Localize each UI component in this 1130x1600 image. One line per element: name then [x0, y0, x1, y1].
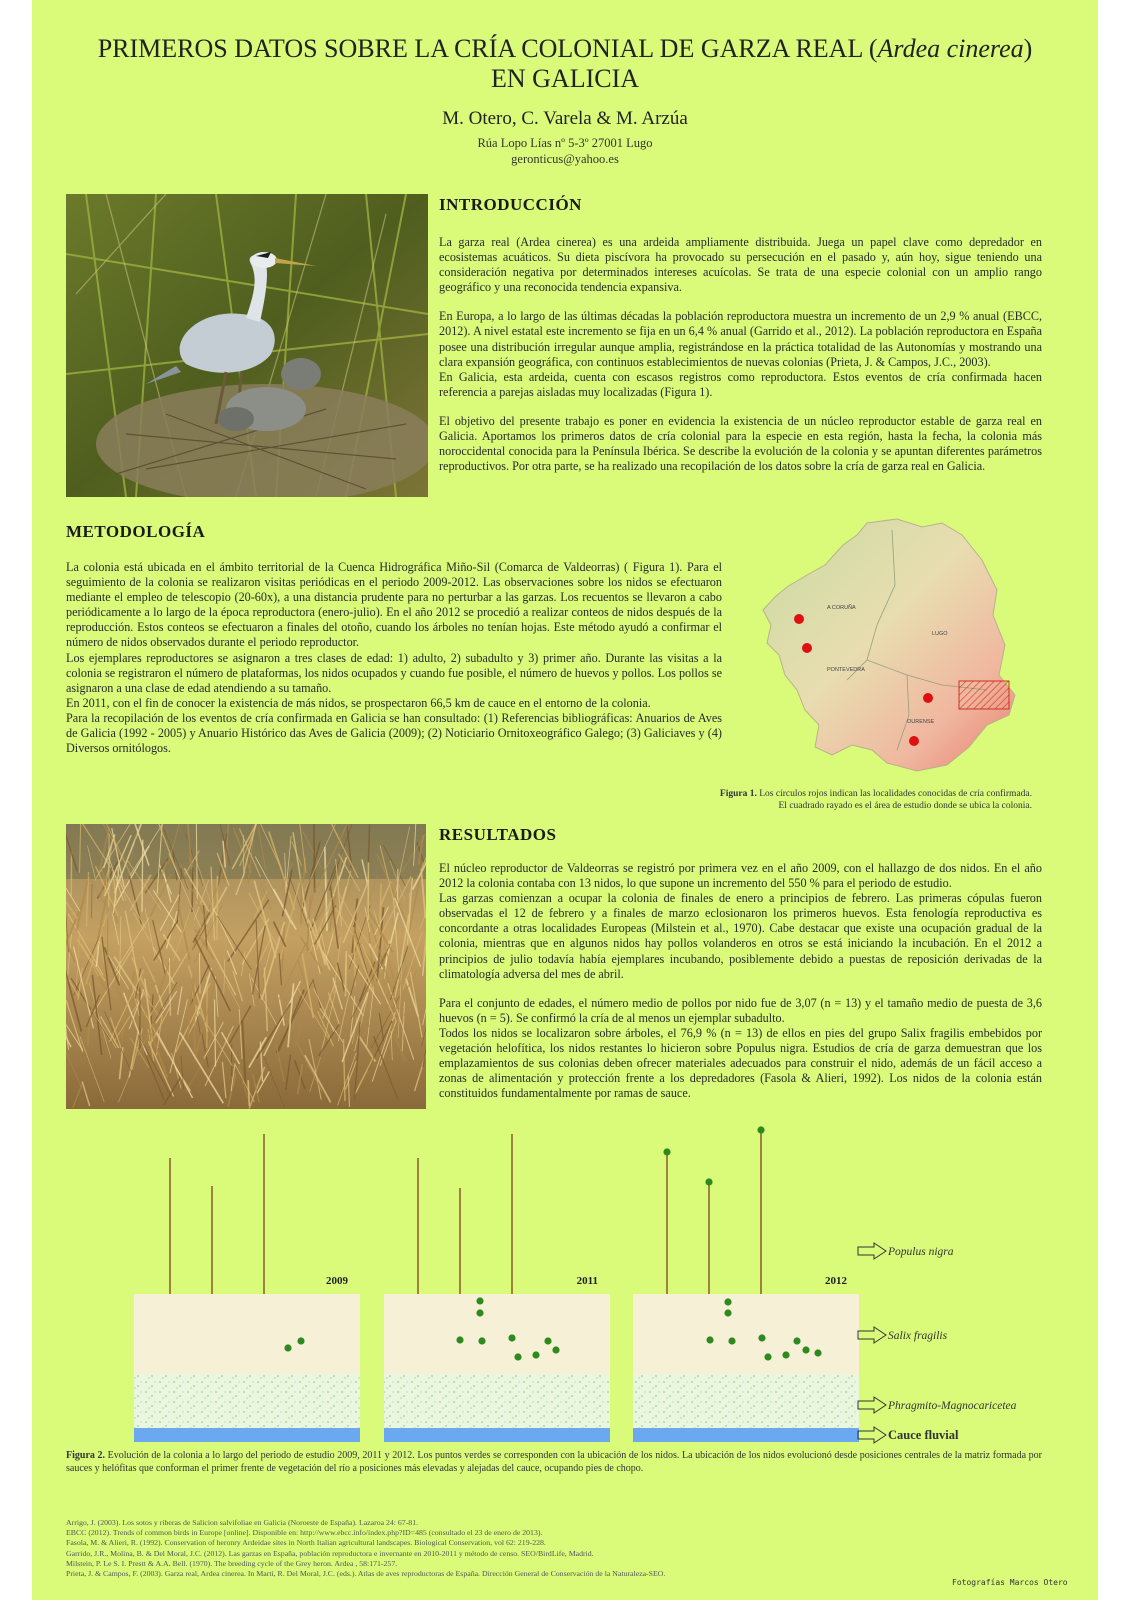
- nest-dot: [532, 1351, 539, 1358]
- legend-arrow: [858, 1243, 886, 1259]
- nest-dot: [706, 1336, 713, 1343]
- methods-section: [66, 522, 722, 756]
- helophyte-texture: [384, 1374, 610, 1428]
- salix-band: [134, 1294, 360, 1374]
- breeding-site-dot: [923, 693, 933, 703]
- references: [66, 1518, 986, 1579]
- intro-section: [439, 195, 1042, 474]
- intro-paragraph: El objetivo del presente trabajo es poner en evidencia la existencia de un núcleo reproductor estable de garza real en Galicia. Aportamos los primeros datos de cría colonial para la especie en esta región, hasta la fecha, la colonia más noroccidental conocida para la Península Ibérica. Se describe la evolución de la colonia y se apuntan diferentes parámetros reproductivos. Por otra parte, se ha realizado una recopilación de los datos sobre la cría de garza real en Galicia.: [439, 413, 1042, 474]
- results-paragraph: Las garzas comienzan a ocupar la colonia de finales de enero a principios de febrero. Las primeras cópulas fueron observadas el 12 de febrero y a finales de marzo eclosionaron los primeros huevos. Esta fenología reproductiva es concordante a otras localidades Europeas (Milstein et al., 1970). Cabe destacar que existe una ocupación gradual de la colonia, mientras que en algunos nidos hay pollos volanderos en otros se está iniciando la incubación. En el 2012 a principios de julio todavía había ejemplares incubando, posiblemente debido a puestas de reposición derivadas de la climatología adversa del mes de abril.: [439, 891, 1042, 981]
- reference-item: Prieta, J. & Campos, F. (2003). Garza real, Ardea cinerea. In Martí, R. Del Moral, J.C. (eds.). Atlas de aves reproductoras de España. Dirección General de Conservación de la Naturaleza-SEO.: [66, 1569, 666, 1579]
- salix-band: [384, 1294, 610, 1374]
- study-area-square: [959, 681, 1009, 709]
- nest-dot: [552, 1346, 559, 1353]
- galicia-map: [757, 515, 1027, 780]
- nest-dot: [757, 1126, 764, 1133]
- map-label-coruna: A CORUÑA: [827, 605, 856, 611]
- colony-habitat-photo: [66, 824, 426, 1109]
- results-section: [439, 825, 1042, 1101]
- poster-title: PRIMEROS DATOS SOBRE LA CRÍA COLONIAL DE GARZA REAL (Ardea cinerea) EN GALICIA: [97, 34, 1033, 93]
- nest-dot: [297, 1337, 304, 1344]
- methods-paragraph: La colonia está ubicada en el ámbito territorial de la Cuenca Hidrográfica Miño-Sil (Comarca de Valdeorras) ( Figura 1). Para el seguimiento de la colonia se realizaron visitas periódicas en el periodo 2009-2012. Las observaciones sobre los nidos se efectuaron mediante el empleo de telescopio (20-60x), a una distancia prudente para no perturbar a las garzas. Los recuentos se llevaron a cabo periódicamente a lo largo de la época reproductora (enero-julio). En el año 2012 se procedió a realizar conteos de nidos después de la reproducción. Estos conteos se efectuaron a finales del otoño, cuando los árboles no tenían hojas. Este método ayudó a confirmar el número de nidos observados durante el periodo reproductor.: [66, 560, 722, 650]
- intro-paragraph: En Galicia, esta ardeida, cuenta con escasos registros como reproductora. Estos eventos de cría confirmada hacen referencia a parejas aisladas muy localizadas (Figura 1).: [439, 369, 1042, 399]
- reference-item: Garrido, J.R., Molina, B. & Del Moral, J.C. (2012). Las garzas en España, población reproductora e invernante en 2010-2011 y método de censo. SEO/BirdLife, Madrid.: [66, 1548, 594, 1558]
- map-label-lugo: LUGO: [932, 631, 948, 637]
- year-label: 2012: [825, 1275, 847, 1287]
- nest-dot: [802, 1346, 809, 1353]
- methods-paragraph: Para la recopilación de los eventos de cría confirmada en Galicia se han consultado: (1) Referencias bibliográficas: Anuarios de Aves de Galicia (1992 - 2005) y Anuario Histórico das Aves de Galicia (2009); (2) Noticiario Ornitoxeográfico Galego; (3) Galiciaves y (4) Diversos ornitólogos.: [66, 710, 722, 756]
- photo-credit: Fotografías Marcos Otero: [952, 1578, 1068, 1587]
- legend-label: Cauce fluvial: [888, 1428, 959, 1442]
- authors: M. Otero, C. Varela & M. Arzúa: [442, 108, 688, 129]
- results-paragraph: El núcleo reproductor de Valdeorras se registró por primera vez en el año 2009, con el hallazgo de dos nidos. En el año 2012 la colonia contaba con 13 nidos, lo que supone un incremento del 550 % para el periodo de estudio.: [439, 861, 1042, 891]
- nest-dot: [476, 1297, 483, 1304]
- poster: [32, 0, 1098, 1600]
- nest-dot: [508, 1334, 515, 1341]
- nest-dot: [764, 1353, 771, 1360]
- reference-item: Arrigo, J. (2003). Los sotos y riberas de Salicion salvifoliae en Galicia (Noroeste de España). Lazaroa 24: 67-81.: [66, 1518, 419, 1527]
- nest-dot: [663, 1148, 670, 1155]
- nest-dot: [728, 1337, 735, 1344]
- map-label-pontevedra: PONTEVEDRA: [827, 667, 865, 673]
- nest-dot: [456, 1336, 463, 1343]
- results-paragraph: Para el conjunto de edades, el número medio de pollos por nido fue de 3,07 (n = 13) y el tamaño medio de puesta de 3,6 huevos (n = 5). Se confirmó la cría de al menos un ejemplar subadulto.: [439, 995, 1042, 1025]
- legend-arrow: [858, 1427, 886, 1443]
- affiliation: [32, 135, 1098, 167]
- figure1-caption: Figura 1. Los círculos rojos indican las localidades conocidas de cría confirmada. El cuadrado rayado es el área de estudio donde se ubica la colonia.: [719, 789, 1032, 811]
- nest-dot: [284, 1344, 291, 1351]
- nest-dot: [705, 1178, 712, 1185]
- helophyte-texture: [633, 1374, 859, 1428]
- email: geronticus@yahoo.es: [511, 152, 619, 166]
- methods-paragraph: Los ejemplares reproductores se asignaron a tres clases de edad: 1) adulto, 2) subadulto y 3) primer año. Durante las visitas a la colonia se registraron el número de plataformas, los nidos ocupados y cuando fue posible, el número de huevos y pollos. Los pollos se asignaron a una clase de edad atendiendo a su tamaño.: [66, 650, 722, 695]
- heron-photo: [66, 194, 428, 497]
- year-label: 2009: [326, 1275, 348, 1287]
- methods-heading: METODOLOGÍA: [66, 522, 206, 541]
- breeding-site-dot: [794, 614, 804, 624]
- reference-item: Fasola, M. & Alieri, R. (1992). Conservation of heronry Ardeidae sites in North Italian agricultural landscapes. Biological Conservation, vol 62: 219-228.: [66, 1538, 546, 1548]
- breeding-site-dot: [909, 736, 919, 746]
- river-band: [633, 1428, 859, 1442]
- results-paragraph: Todos los nidos se localizaron sobre árboles, el 76,9 % (n = 13) de ellos en pies del grupo Salix fragilis embebidos por vegetación helofítica, los nidos restantes lo hicieron sobre Populus nigra. Estudios de cría de garza demuestran que los emplazamientos de sus colonias deben ofrecer materiales adecuados para construir el nido, además de un fácil acceso a zonas de alimentación y protección frente a los depredadores (Fasola & Alieri, 1992). Los nidos de la colonia están constituidos fundamentalmente por ramas de sauce.: [439, 1025, 1042, 1101]
- legend-arrow: [858, 1327, 886, 1343]
- nest-dot: [814, 1349, 821, 1356]
- nest-dot: [514, 1353, 521, 1360]
- breeding-site-dot: [802, 643, 812, 653]
- methods-paragraph: En 2011, con el fin de conocer la existencia de más nidos, se prospectaron 66,5 km de cauce en el entorno de la colonia.: [66, 695, 651, 710]
- nest-dot: [478, 1337, 485, 1344]
- address: Rúa Lopo Lías nº 5-3º 27001 Lugo: [477, 136, 653, 150]
- reference-item: EBCC (2012). Trends of common birds in Europe [online]. Disponible en: http://www.ebcc.info/index.php?ID=485 (consultado el 23 de enero de 2013).: [66, 1528, 543, 1538]
- results-heading: RESULTADOS: [439, 825, 557, 844]
- intro-paragraph: En Europa, a lo largo de las últimas décadas la población reproductora muestra un incremento de un 2,9 % anual (EBCC, 2012). A nivel estatal este incremento se fija en un 6,4 % anual (Garrido et al., 2012). La población reproductora en España posee una distribución irregular aunque amplia, registrándose en la práctica totalidad de las Autonomías y mostrando una clara expansión geográfica, con continuos establecimientos de nuevas colonias (Prieta, J. & Campos, J.C., 2003).: [439, 309, 1042, 369]
- intro-paragraph: La garza real (Ardea cinerea) es una ardeida ampliamente distribuida. Juega un papel clave como depredador en ecosistemas acuáticos. Su dieta piscívora ha provocado su persecución en el pasado y, aún hoy, sigue teniendo una consideración negativa por determinados intereses acuícolas. Se trata de una especie colonial con un amplio rango geográfico y una reconocida tendencia expansiva.: [439, 235, 1042, 295]
- nest-dot: [724, 1309, 731, 1316]
- nest-dot: [793, 1337, 800, 1344]
- river-band: [384, 1428, 610, 1442]
- legend-label: Populus nigra: [888, 1246, 954, 1258]
- helophyte-texture: [134, 1374, 360, 1428]
- salix-band: [633, 1294, 859, 1374]
- legend-arrow: [858, 1397, 886, 1413]
- nest-dot: [724, 1298, 731, 1305]
- legend-label: Phragmito-Magnocaricetea: [888, 1400, 1017, 1412]
- nest-dot: [782, 1351, 789, 1358]
- reference-item: Milstein, P. Le S. I. Prestt & A.A. Bell. (1970). The breeding cycle of the Grey heron. Ardea , 58:171-257.: [66, 1558, 398, 1568]
- legend-label: Salix fragilis: [888, 1330, 948, 1342]
- intro-heading: INTRODUCCIÓN: [439, 195, 582, 214]
- figure2: [32, 1120, 1098, 1450]
- year-label: 2011: [576, 1275, 598, 1287]
- figure2-caption: Figura 2. Evolución de la colonia a lo largo del periodo de estudio 2009, 2011 y 2012. Los puntos verdes se corresponden con la ubicación de los nidos. La ubicación de los nidos evolucionó desde posiciones centrales de la matriz formada por sauces y helófitas que conforman el primer frente de vegetación del río a posiciones más elevadas y alejadas del cauce, ocupando pies de chopo.: [66, 1450, 1043, 1474]
- river-band: [134, 1428, 360, 1442]
- map-label-ourense: OURENSE: [907, 719, 935, 725]
- nest-dot: [758, 1334, 765, 1341]
- nest-dot: [476, 1309, 483, 1316]
- nest-dot: [544, 1337, 551, 1344]
